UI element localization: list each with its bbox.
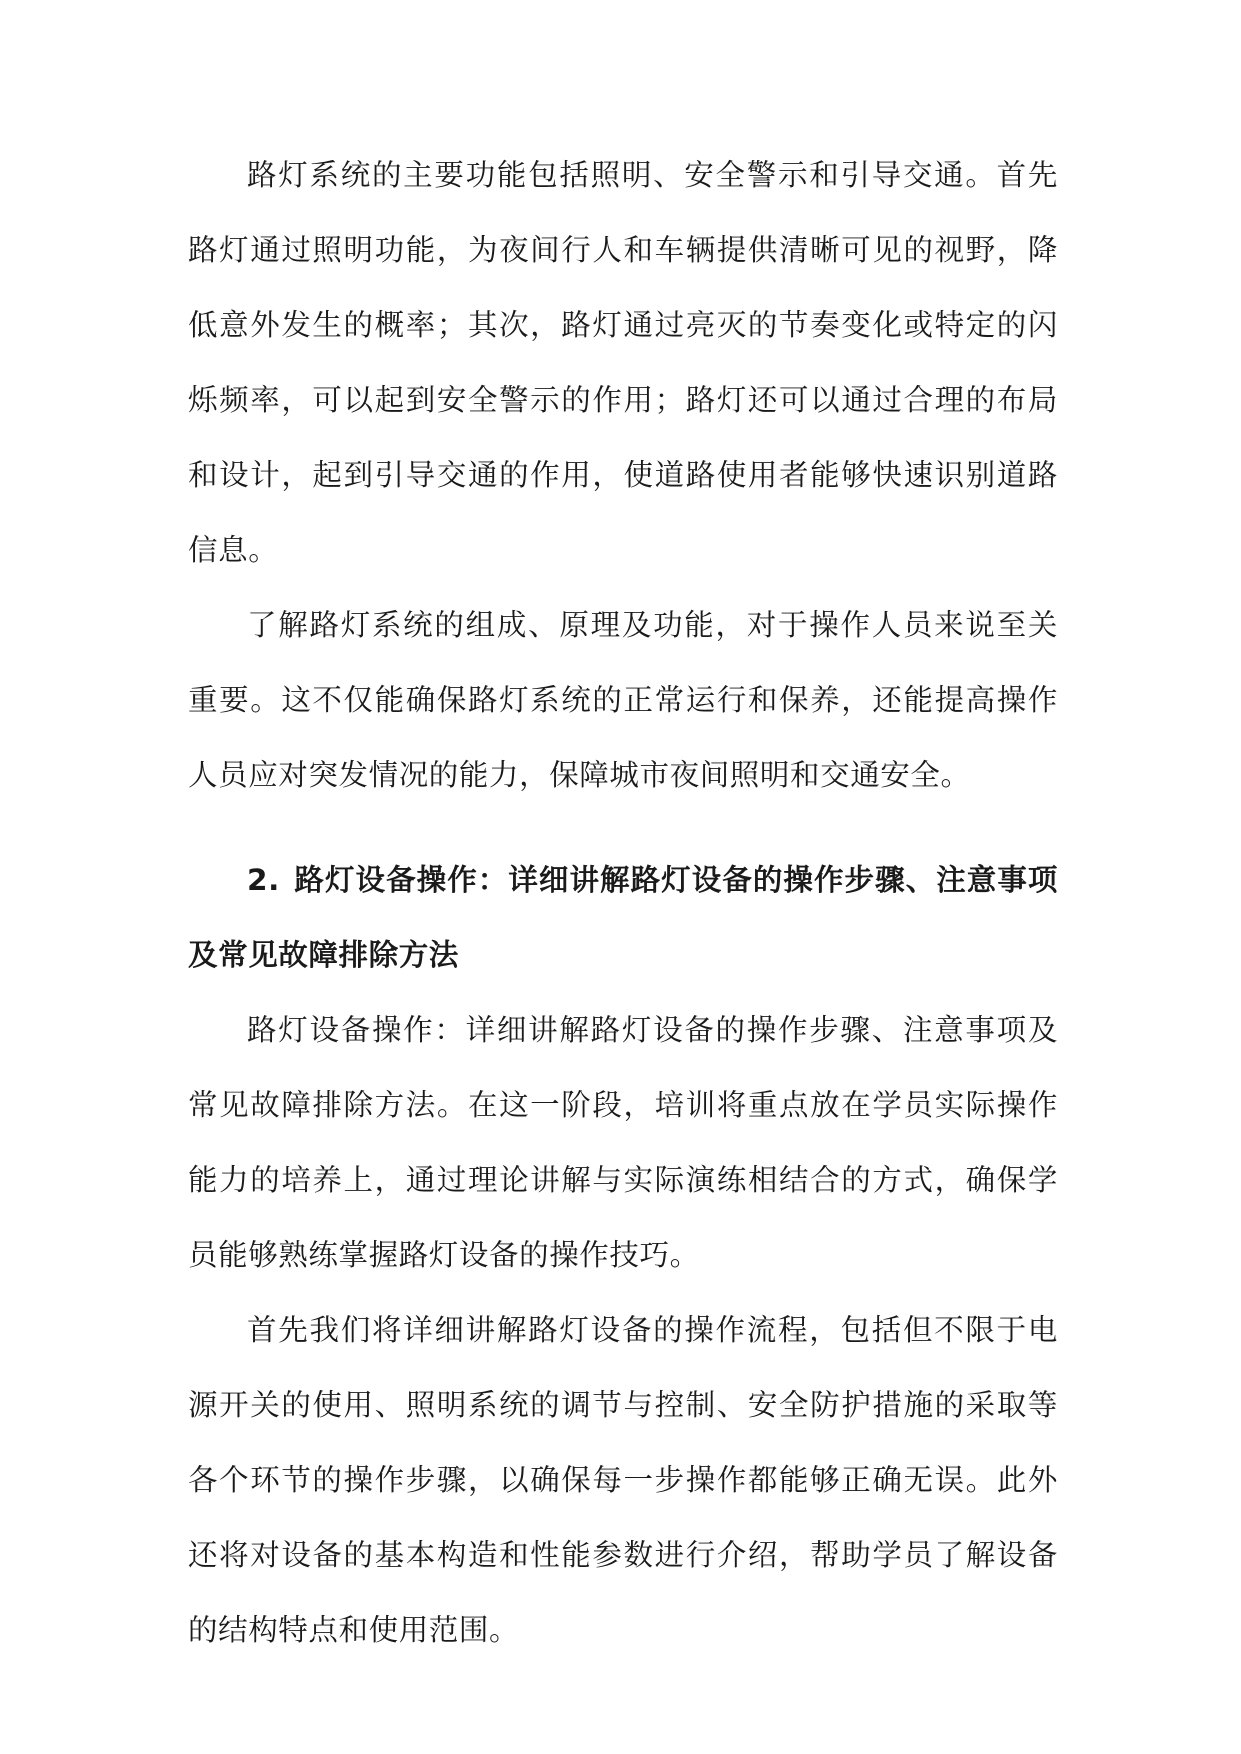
- section-heading: [188, 843, 1058, 993]
- section-number: 2.: [247, 863, 280, 897]
- paragraph-operation-procedure: 首先我们将详细讲解路灯设备的操作流程，包括但不限于电源开关的使用、照明系统的调节与控制、安全防护措施的采取等各个环节的操作步骤，以确保每一步操作都能够正确无误。此外还将对设备的基本构造和性能参数进行介绍，帮助学员了解设备的结构特点和使用范围。: [188, 1313, 1058, 1647]
- document-page: [188, 138, 1058, 1668]
- paragraph-street-light-functions: 路灯系统的主要功能包括照明、安全警示和引导交通。首先路灯通过照明功能，为夜间行人和车辆提供清晰可见的视野，降低意外发生的概率；其次，路灯通过亮灭的节奏变化或特定的闪烁频率，可以起到安全警示的作用；路灯还可以通过合理的布局和设计，起到引导交通的作用，使道路使用者能够快速识别道路信息。: [188, 158, 1058, 567]
- section-title: 路灯设备操作：详细讲解路灯设备的操作步骤、注意事项及常见故障排除方法: [188, 863, 1058, 972]
- paragraph-understanding-importance: 了解路灯系统的组成、原理及功能，对于操作人员来说至关重要。这不仅能确保路灯系统的正常运行和保养，还能提高操作人员应对突发情况的能力，保障城市夜间照明和交通安全。: [188, 608, 1058, 792]
- paragraph-operation-intro: 路灯设备操作：详细讲解路灯设备的操作步骤、注意事项及常见故障排除方法。在这一阶段，培训将重点放在学员实际操作能力的培养上，通过理论讲解与实际演练相结合的方式，确保学员能够熟练掌握路灯设备的操作技巧。: [188, 1013, 1058, 1272]
